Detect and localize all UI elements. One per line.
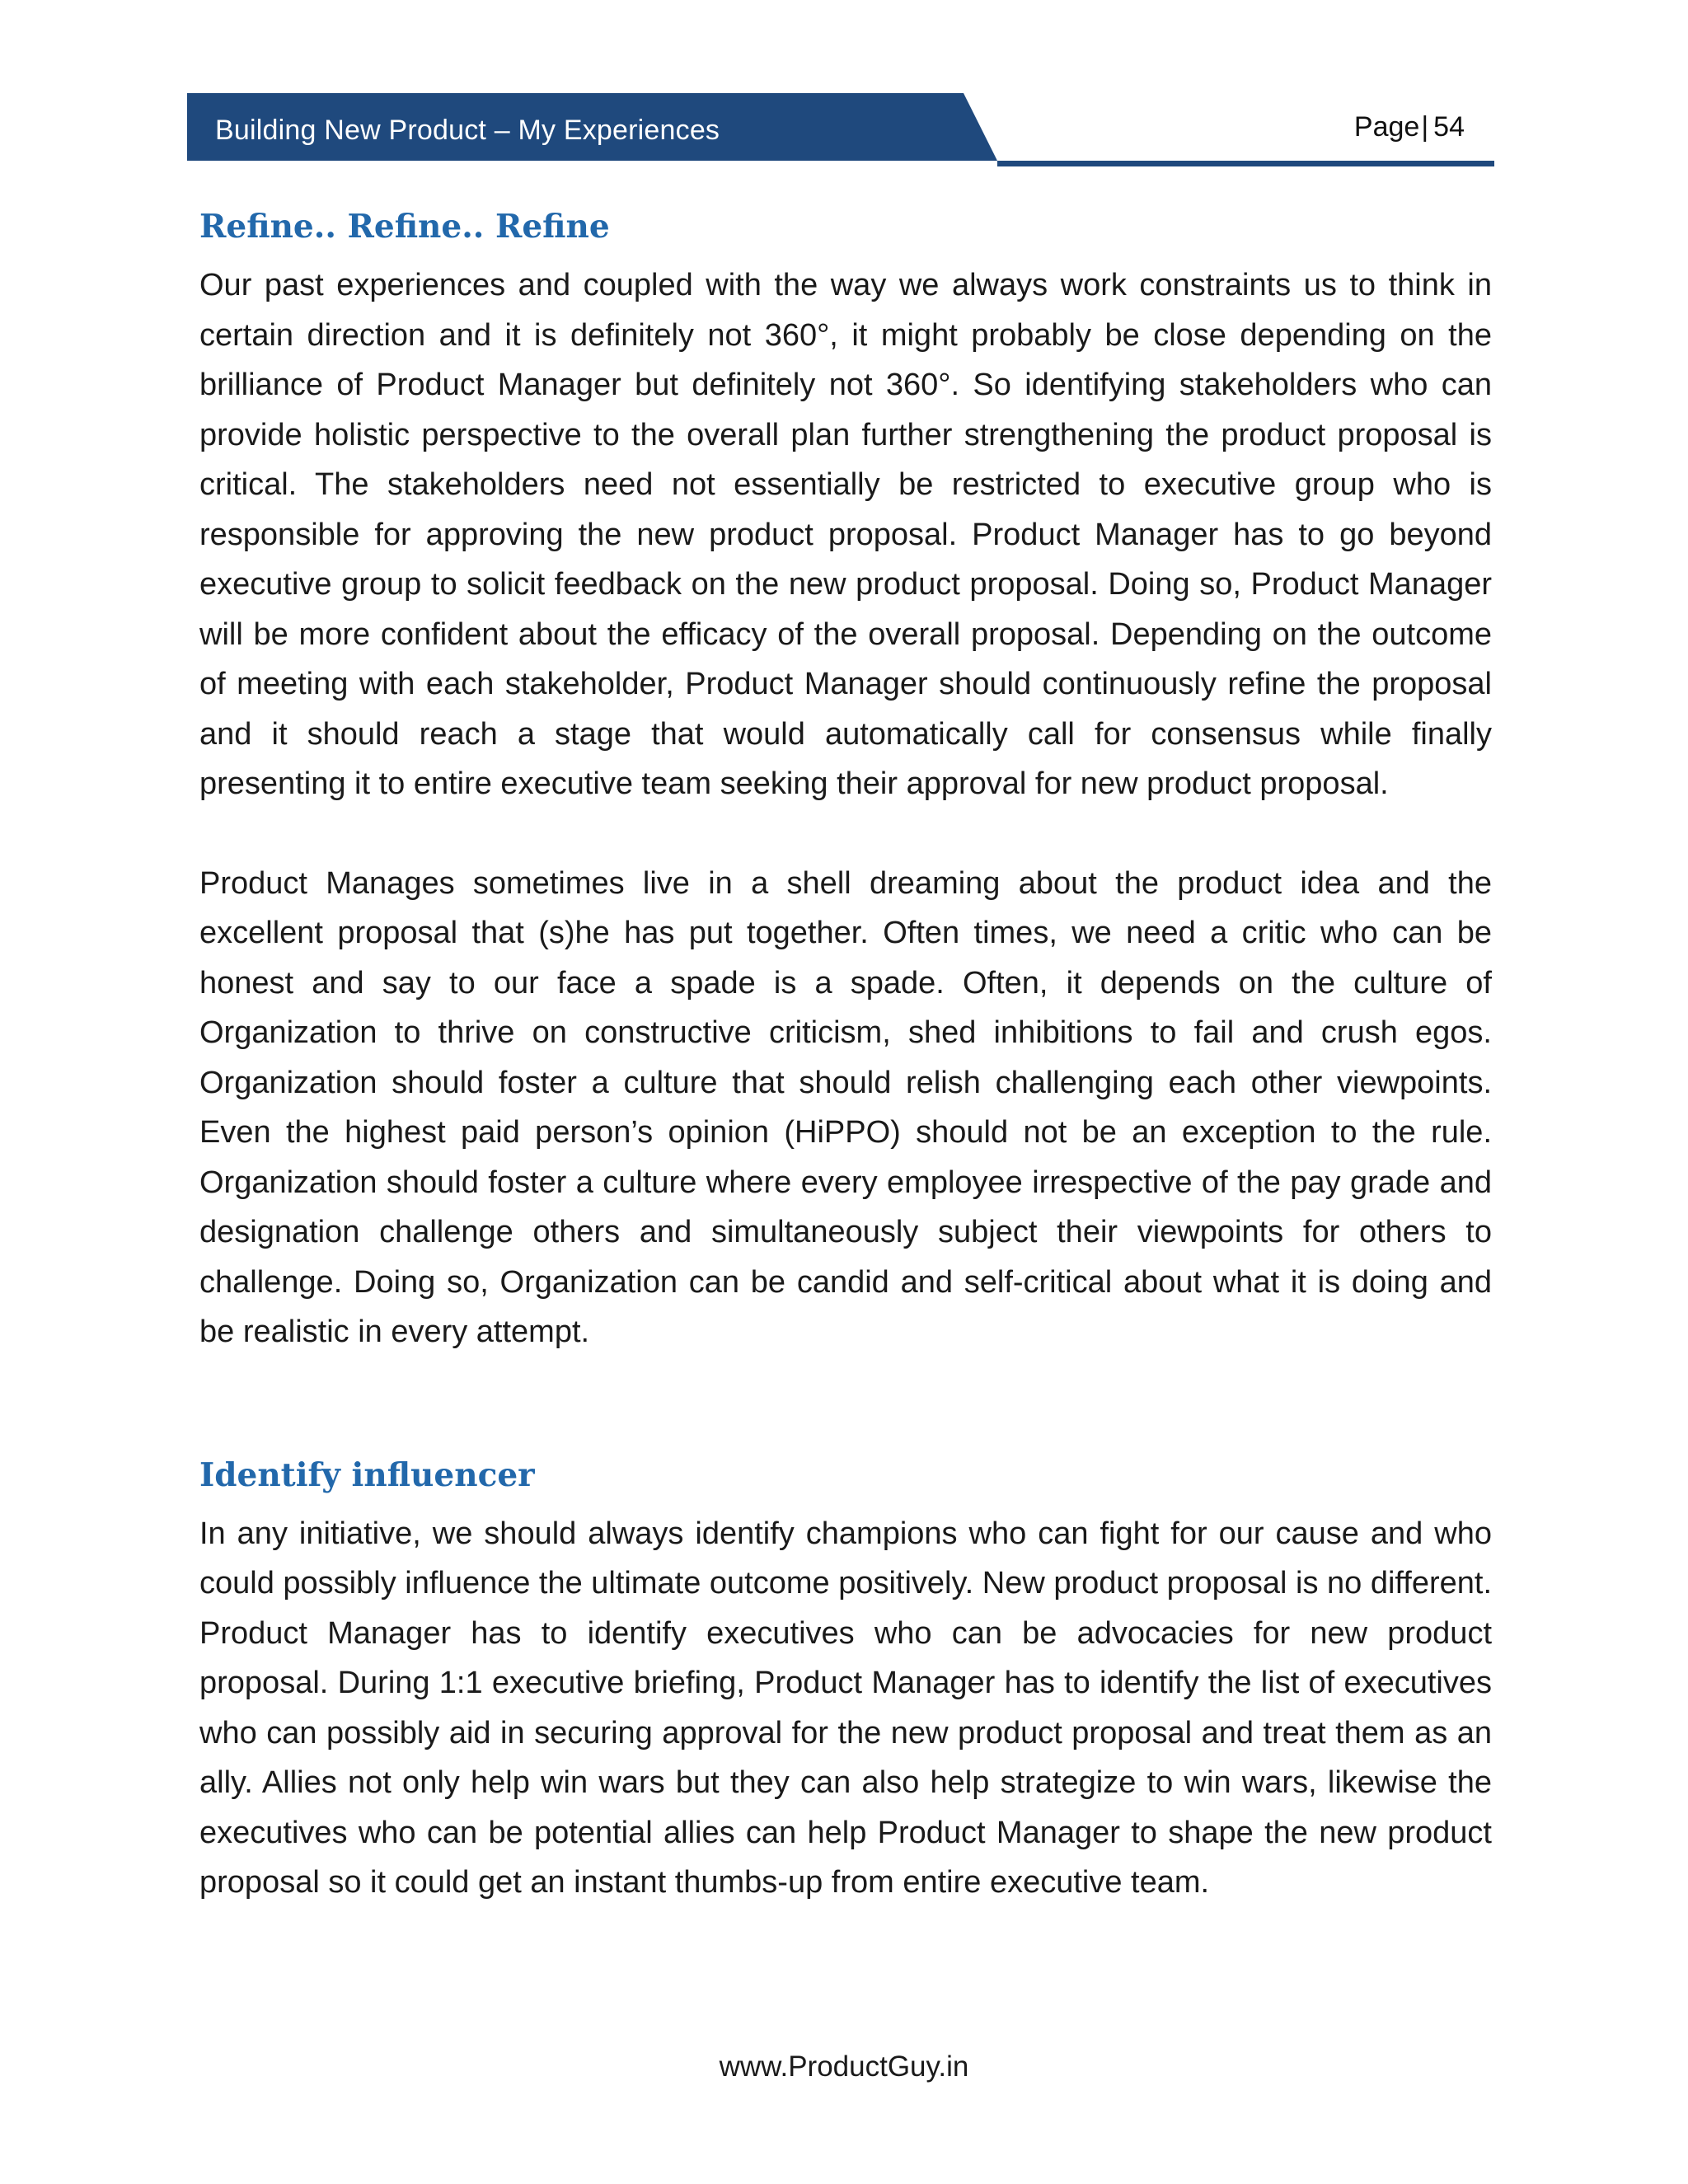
paragraph: In any initiative, we should always identify champions who can fight for our cause and who could possibly influence the ultimate outcome positively. New product proposal is no different. Product Manager has to identify executives who can be advocacies for new product proposal. During 1:1 executive briefing, Product Manager has to identify the list of executives who can possibly aid in securing approval for the new product proposal and treat them as an ally. Allies not only help win wars but they can also help strategize to win wars, likewise the executives who can be potential allies can help Product Manager to shape the new product proposal so it could get an instant thumbs-up from entire executive team.: [199, 1516, 1493, 1900]
paragraph: Product Manages sometimes live in a shell dreaming about the product idea and the excellent proposal that (s)he has put together. Often times, we need a critic who can be honest and say to our face a spade is a spade. Often, it depends on the culture of Organization to thrive on constructive criticism, shed inhibitions to fail and crush egos. Organization should foster a culture that should relish challenging each other viewpoints. Even the highest paid person’s opinion (HiPPO) should not be an exception to the rule. Organization should foster a culture where every employee irrespective of the pay grade and designation challenge others and simultaneously subject their viewpoints for others to challenge. Doing so, Organization can be candid and self-critical about what it is doing and be realistic in every attempt.: [199, 865, 1492, 1349]
section-identify-influencer: [199, 1448, 1492, 1908]
section-refine: [199, 199, 1492, 1357]
section-heading: Identify influencer: [199, 1455, 535, 1494]
page-header: [187, 93, 1494, 167]
page-label: Page: [1353, 111, 1420, 143]
page-separator: |: [1421, 111, 1429, 143]
footer-url: www.ProductGuy.in: [719, 2050, 969, 2083]
paragraph: Our past experiences and coupled with the way we always work constraints us to think in certain direction and it is definitely not 360°, it might probably be close depending on the brilliance of Product Manager but definitely not 360°. So identifying stakeholders who can provide holistic perspective to the overall plan further strengthening the product proposal is critical. The stakeholders need not essentially be restricted to executive group who is responsible for approving the new product proposal. Product Manager has to go beyond executive group to solicit feedback on the new product proposal. Doing so, Product Manager will be more confident about the efficacy of the overall proposal. Depending on the outcome of meeting with each stakeholder, Product Manager should continuously refine the proposal and it should reach a stage that would automatically call for consensus while finally presenting it to entire executive team seeking their approval for new product proposal.: [199, 268, 1492, 801]
header-title: Building New Product – My Experiences: [215, 115, 720, 146]
page-number-value: 54: [1433, 111, 1465, 143]
header-underline: [997, 161, 1494, 166]
page-content: [199, 199, 1492, 1908]
section-heading: Refine.. Refine.. Refine: [199, 208, 610, 246]
page-number: [1354, 111, 1465, 143]
